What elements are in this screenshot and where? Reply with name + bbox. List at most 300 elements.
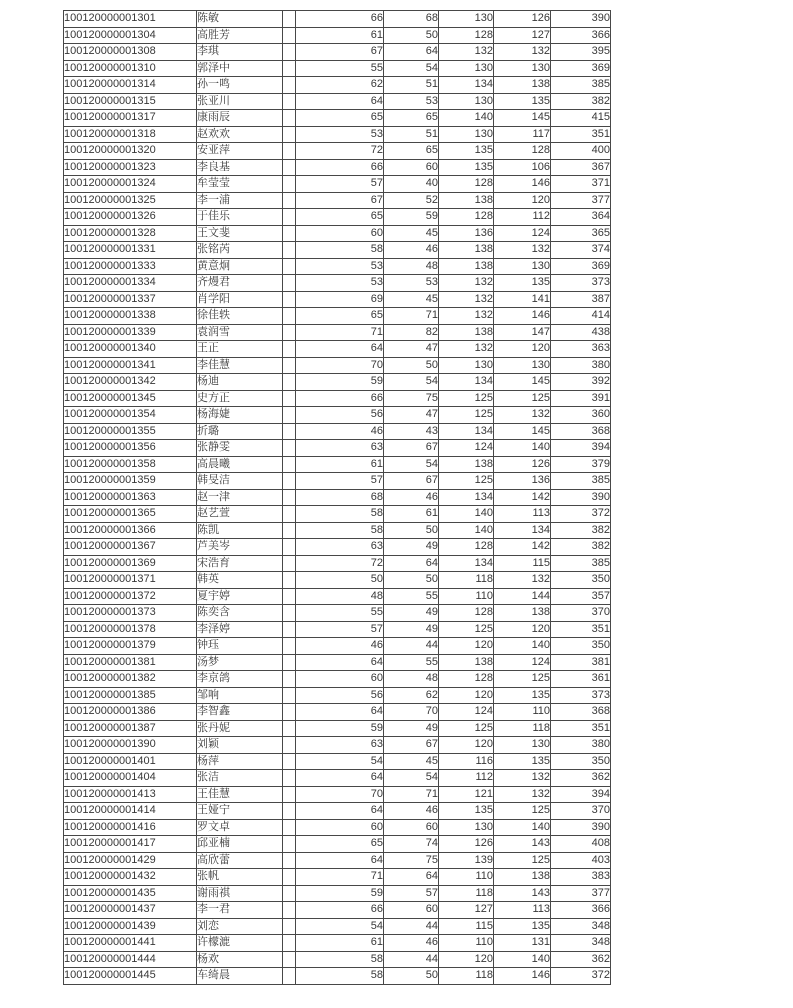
- spacer-cell[interactable]: [283, 638, 296, 655]
- score3-cell[interactable]: 128: [439, 539, 494, 556]
- score3-cell[interactable]: 138: [439, 324, 494, 341]
- score3-cell[interactable]: 130: [439, 11, 494, 28]
- spacer-cell[interactable]: [283, 341, 296, 358]
- spacer-cell[interactable]: [283, 456, 296, 473]
- score3-cell[interactable]: 124: [439, 704, 494, 721]
- total-cell[interactable]: 382: [551, 539, 611, 556]
- score4-cell[interactable]: 120: [494, 621, 551, 638]
- name-cell[interactable]: 安亚萍: [197, 143, 283, 160]
- total-cell[interactable]: 438: [551, 324, 611, 341]
- score4-cell[interactable]: 128: [494, 143, 551, 160]
- spacer-cell[interactable]: [283, 258, 296, 275]
- score1-cell[interactable]: 53: [296, 126, 384, 143]
- spacer-cell[interactable]: [283, 110, 296, 127]
- total-cell[interactable]: 385: [551, 555, 611, 572]
- score1-cell[interactable]: 64: [296, 704, 384, 721]
- score2-cell[interactable]: 50: [384, 357, 439, 374]
- candidate-id-cell[interactable]: 100120000001308: [64, 44, 197, 61]
- total-cell[interactable]: 360: [551, 407, 611, 424]
- total-cell[interactable]: 357: [551, 588, 611, 605]
- score1-cell[interactable]: 55: [296, 60, 384, 77]
- score3-cell[interactable]: 125: [439, 390, 494, 407]
- total-cell[interactable]: 373: [551, 687, 611, 704]
- score3-cell[interactable]: 112: [439, 770, 494, 787]
- candidate-id-cell[interactable]: 100120000001382: [64, 671, 197, 688]
- score3-cell[interactable]: 135: [439, 143, 494, 160]
- spacer-cell[interactable]: [283, 836, 296, 853]
- score3-cell[interactable]: 115: [439, 918, 494, 935]
- score3-cell[interactable]: 110: [439, 935, 494, 952]
- total-cell[interactable]: 350: [551, 753, 611, 770]
- candidate-id-cell[interactable]: 100120000001310: [64, 60, 197, 77]
- total-cell[interactable]: 382: [551, 522, 611, 539]
- spacer-cell[interactable]: [283, 308, 296, 325]
- candidate-id-cell[interactable]: 100120000001345: [64, 390, 197, 407]
- candidate-id-cell[interactable]: 100120000001365: [64, 506, 197, 523]
- score2-cell[interactable]: 46: [384, 803, 439, 820]
- name-cell[interactable]: 赵一津: [197, 489, 283, 506]
- score1-cell[interactable]: 64: [296, 654, 384, 671]
- score4-cell[interactable]: 124: [494, 654, 551, 671]
- score3-cell[interactable]: 139: [439, 852, 494, 869]
- candidate-id-cell[interactable]: 100120000001320: [64, 143, 197, 160]
- score2-cell[interactable]: 50: [384, 27, 439, 44]
- score3-cell[interactable]: 138: [439, 258, 494, 275]
- candidate-id-cell[interactable]: 100120000001340: [64, 341, 197, 358]
- score2-cell[interactable]: 82: [384, 324, 439, 341]
- name-cell[interactable]: 黄意炯: [197, 258, 283, 275]
- total-cell[interactable]: 350: [551, 572, 611, 589]
- total-cell[interactable]: 383: [551, 869, 611, 886]
- score2-cell[interactable]: 74: [384, 836, 439, 853]
- score1-cell[interactable]: 53: [296, 275, 384, 292]
- score4-cell[interactable]: 138: [494, 77, 551, 94]
- name-cell[interactable]: 王娅宁: [197, 803, 283, 820]
- candidate-id-cell[interactable]: 100120000001437: [64, 902, 197, 919]
- score2-cell[interactable]: 45: [384, 291, 439, 308]
- score4-cell[interactable]: 136: [494, 473, 551, 490]
- score1-cell[interactable]: 56: [296, 687, 384, 704]
- score2-cell[interactable]: 55: [384, 588, 439, 605]
- candidate-id-cell[interactable]: 100120000001379: [64, 638, 197, 655]
- spacer-cell[interactable]: [283, 819, 296, 836]
- spacer-cell[interactable]: [283, 869, 296, 886]
- score1-cell[interactable]: 55: [296, 605, 384, 622]
- total-cell[interactable]: 390: [551, 819, 611, 836]
- total-cell[interactable]: 380: [551, 737, 611, 754]
- score1-cell[interactable]: 50: [296, 572, 384, 589]
- score1-cell[interactable]: 60: [296, 671, 384, 688]
- score3-cell[interactable]: 135: [439, 159, 494, 176]
- candidate-id-cell[interactable]: 100120000001328: [64, 225, 197, 242]
- score4-cell[interactable]: 144: [494, 588, 551, 605]
- score3-cell[interactable]: 132: [439, 44, 494, 61]
- score3-cell[interactable]: 125: [439, 720, 494, 737]
- score2-cell[interactable]: 61: [384, 506, 439, 523]
- total-cell[interactable]: 415: [551, 110, 611, 127]
- spacer-cell[interactable]: [283, 522, 296, 539]
- score1-cell[interactable]: 54: [296, 918, 384, 935]
- score1-cell[interactable]: 57: [296, 621, 384, 638]
- name-cell[interactable]: 钟珏: [197, 638, 283, 655]
- spacer-cell[interactable]: [283, 357, 296, 374]
- score1-cell[interactable]: 54: [296, 753, 384, 770]
- candidate-id-cell[interactable]: 100120000001338: [64, 308, 197, 325]
- spacer-cell[interactable]: [283, 935, 296, 952]
- score2-cell[interactable]: 48: [384, 258, 439, 275]
- score2-cell[interactable]: 44: [384, 638, 439, 655]
- score4-cell[interactable]: 117: [494, 126, 551, 143]
- score4-cell[interactable]: 120: [494, 341, 551, 358]
- score1-cell[interactable]: 46: [296, 638, 384, 655]
- score2-cell[interactable]: 60: [384, 902, 439, 919]
- name-cell[interactable]: 车绮晨: [197, 968, 283, 985]
- score3-cell[interactable]: 130: [439, 357, 494, 374]
- name-cell[interactable]: 陈奕含: [197, 605, 283, 622]
- candidate-id-cell[interactable]: 100120000001317: [64, 110, 197, 127]
- spacer-cell[interactable]: [283, 737, 296, 754]
- score1-cell[interactable]: 60: [296, 225, 384, 242]
- name-cell[interactable]: 张静雯: [197, 440, 283, 457]
- score4-cell[interactable]: 125: [494, 390, 551, 407]
- score3-cell[interactable]: 138: [439, 654, 494, 671]
- spacer-cell[interactable]: [283, 291, 296, 308]
- score2-cell[interactable]: 40: [384, 176, 439, 193]
- score3-cell[interactable]: 110: [439, 869, 494, 886]
- score4-cell[interactable]: 145: [494, 110, 551, 127]
- name-cell[interactable]: 杨海婕: [197, 407, 283, 424]
- spacer-cell[interactable]: [283, 390, 296, 407]
- score4-cell[interactable]: 110: [494, 704, 551, 721]
- spacer-cell[interactable]: [283, 885, 296, 902]
- candidate-id-cell[interactable]: 100120000001445: [64, 968, 197, 985]
- score1-cell[interactable]: 58: [296, 242, 384, 259]
- score3-cell[interactable]: 134: [439, 374, 494, 391]
- score1-cell[interactable]: 59: [296, 720, 384, 737]
- name-cell[interactable]: 李智鑫: [197, 704, 283, 721]
- total-cell[interactable]: 377: [551, 885, 611, 902]
- candidate-id-cell[interactable]: 100120000001429: [64, 852, 197, 869]
- score4-cell[interactable]: 140: [494, 819, 551, 836]
- spacer-cell[interactable]: [283, 126, 296, 143]
- score4-cell[interactable]: 125: [494, 852, 551, 869]
- spacer-cell[interactable]: [283, 209, 296, 226]
- score1-cell[interactable]: 58: [296, 951, 384, 968]
- score1-cell[interactable]: 72: [296, 143, 384, 160]
- candidate-id-cell[interactable]: 100120000001359: [64, 473, 197, 490]
- score4-cell[interactable]: 132: [494, 407, 551, 424]
- total-cell[interactable]: 351: [551, 126, 611, 143]
- candidate-id-cell[interactable]: 100120000001413: [64, 786, 197, 803]
- score2-cell[interactable]: 60: [384, 159, 439, 176]
- score4-cell[interactable]: 132: [494, 44, 551, 61]
- spacer-cell[interactable]: [283, 852, 296, 869]
- score2-cell[interactable]: 46: [384, 242, 439, 259]
- score2-cell[interactable]: 64: [384, 869, 439, 886]
- score4-cell[interactable]: 143: [494, 836, 551, 853]
- name-cell[interactable]: 李泽婷: [197, 621, 283, 638]
- score1-cell[interactable]: 48: [296, 588, 384, 605]
- name-cell[interactable]: 刘颖: [197, 737, 283, 754]
- score2-cell[interactable]: 45: [384, 753, 439, 770]
- name-cell[interactable]: 赵艺萱: [197, 506, 283, 523]
- name-cell[interactable]: 徐佳轶: [197, 308, 283, 325]
- score3-cell[interactable]: 132: [439, 341, 494, 358]
- name-cell[interactable]: 郭泽中: [197, 60, 283, 77]
- score3-cell[interactable]: 120: [439, 638, 494, 655]
- name-cell[interactable]: 陈凯: [197, 522, 283, 539]
- score1-cell[interactable]: 64: [296, 93, 384, 110]
- spacer-cell[interactable]: [283, 621, 296, 638]
- score2-cell[interactable]: 51: [384, 126, 439, 143]
- candidate-id-cell[interactable]: 100120000001373: [64, 605, 197, 622]
- name-cell[interactable]: 韩旻洁: [197, 473, 283, 490]
- name-cell[interactable]: 王佳慧: [197, 786, 283, 803]
- spacer-cell[interactable]: [283, 918, 296, 935]
- candidate-id-cell[interactable]: 100120000001324: [64, 176, 197, 193]
- candidate-id-cell[interactable]: 100120000001356: [64, 440, 197, 457]
- score3-cell[interactable]: 138: [439, 456, 494, 473]
- score3-cell[interactable]: 140: [439, 522, 494, 539]
- name-cell[interactable]: 汤梦: [197, 654, 283, 671]
- score1-cell[interactable]: 72: [296, 555, 384, 572]
- spacer-cell[interactable]: [283, 440, 296, 457]
- score1-cell[interactable]: 67: [296, 192, 384, 209]
- score3-cell[interactable]: 120: [439, 737, 494, 754]
- name-cell[interactable]: 折璐: [197, 423, 283, 440]
- score1-cell[interactable]: 63: [296, 440, 384, 457]
- score2-cell[interactable]: 59: [384, 209, 439, 226]
- score1-cell[interactable]: 60: [296, 819, 384, 836]
- score3-cell[interactable]: 116: [439, 753, 494, 770]
- score1-cell[interactable]: 63: [296, 539, 384, 556]
- score1-cell[interactable]: 70: [296, 786, 384, 803]
- total-cell[interactable]: 379: [551, 456, 611, 473]
- score2-cell[interactable]: 46: [384, 489, 439, 506]
- score4-cell[interactable]: 138: [494, 869, 551, 886]
- score3-cell[interactable]: 130: [439, 126, 494, 143]
- total-cell[interactable]: 385: [551, 77, 611, 94]
- score1-cell[interactable]: 66: [296, 902, 384, 919]
- score3-cell[interactable]: 124: [439, 440, 494, 457]
- score1-cell[interactable]: 58: [296, 522, 384, 539]
- spacer-cell[interactable]: [283, 671, 296, 688]
- name-cell[interactable]: 于佳乐: [197, 209, 283, 226]
- total-cell[interactable]: 408: [551, 836, 611, 853]
- candidate-id-cell[interactable]: 100120000001342: [64, 374, 197, 391]
- score4-cell[interactable]: 118: [494, 720, 551, 737]
- score2-cell[interactable]: 71: [384, 786, 439, 803]
- score4-cell[interactable]: 132: [494, 572, 551, 589]
- score2-cell[interactable]: 51: [384, 77, 439, 94]
- score3-cell[interactable]: 110: [439, 588, 494, 605]
- score2-cell[interactable]: 44: [384, 951, 439, 968]
- candidate-id-cell[interactable]: 100120000001339: [64, 324, 197, 341]
- candidate-id-cell[interactable]: 100120000001304: [64, 27, 197, 44]
- candidate-id-cell[interactable]: 100120000001331: [64, 242, 197, 259]
- score4-cell[interactable]: 132: [494, 770, 551, 787]
- score2-cell[interactable]: 44: [384, 918, 439, 935]
- score2-cell[interactable]: 49: [384, 621, 439, 638]
- total-cell[interactable]: 374: [551, 242, 611, 259]
- score3-cell[interactable]: 130: [439, 60, 494, 77]
- score4-cell[interactable]: 141: [494, 291, 551, 308]
- score1-cell[interactable]: 66: [296, 159, 384, 176]
- score2-cell[interactable]: 65: [384, 110, 439, 127]
- score4-cell[interactable]: 115: [494, 555, 551, 572]
- spacer-cell[interactable]: [283, 803, 296, 820]
- score1-cell[interactable]: 56: [296, 407, 384, 424]
- candidate-id-cell[interactable]: 100120000001358: [64, 456, 197, 473]
- name-cell[interactable]: 张亚川: [197, 93, 283, 110]
- candidate-id-cell[interactable]: 100120000001318: [64, 126, 197, 143]
- score3-cell[interactable]: 128: [439, 605, 494, 622]
- score1-cell[interactable]: 58: [296, 968, 384, 985]
- score3-cell[interactable]: 134: [439, 489, 494, 506]
- score4-cell[interactable]: 145: [494, 374, 551, 391]
- score4-cell[interactable]: 130: [494, 357, 551, 374]
- score3-cell[interactable]: 138: [439, 242, 494, 259]
- spacer-cell[interactable]: [283, 539, 296, 556]
- total-cell[interactable]: 350: [551, 638, 611, 655]
- score4-cell[interactable]: 140: [494, 440, 551, 457]
- candidate-id-cell[interactable]: 100120000001387: [64, 720, 197, 737]
- spacer-cell[interactable]: [283, 143, 296, 160]
- spacer-cell[interactable]: [283, 588, 296, 605]
- total-cell[interactable]: 372: [551, 968, 611, 985]
- candidate-id-cell[interactable]: 100120000001372: [64, 588, 197, 605]
- spacer-cell[interactable]: [283, 11, 296, 28]
- score1-cell[interactable]: 65: [296, 209, 384, 226]
- score2-cell[interactable]: 60: [384, 819, 439, 836]
- candidate-id-cell[interactable]: 100120000001416: [64, 819, 197, 836]
- total-cell[interactable]: 369: [551, 60, 611, 77]
- score3-cell[interactable]: 134: [439, 555, 494, 572]
- score3-cell[interactable]: 125: [439, 407, 494, 424]
- score4-cell[interactable]: 112: [494, 209, 551, 226]
- score2-cell[interactable]: 49: [384, 539, 439, 556]
- score3-cell[interactable]: 140: [439, 506, 494, 523]
- candidate-id-cell[interactable]: 100120000001390: [64, 737, 197, 754]
- score4-cell[interactable]: 146: [494, 968, 551, 985]
- candidate-id-cell[interactable]: 100120000001401: [64, 753, 197, 770]
- candidate-id-cell[interactable]: 100120000001301: [64, 11, 197, 28]
- name-cell[interactable]: 邱亚楠: [197, 836, 283, 853]
- total-cell[interactable]: 391: [551, 390, 611, 407]
- spacer-cell[interactable]: [283, 27, 296, 44]
- total-cell[interactable]: 370: [551, 605, 611, 622]
- score1-cell[interactable]: 53: [296, 258, 384, 275]
- total-cell[interactable]: 395: [551, 44, 611, 61]
- name-cell[interactable]: 陈敏: [197, 11, 283, 28]
- score3-cell[interactable]: 125: [439, 621, 494, 638]
- total-cell[interactable]: 367: [551, 159, 611, 176]
- score3-cell[interactable]: 132: [439, 291, 494, 308]
- spacer-cell[interactable]: [283, 786, 296, 803]
- name-cell[interactable]: 孙一鸣: [197, 77, 283, 94]
- score3-cell[interactable]: 134: [439, 77, 494, 94]
- total-cell[interactable]: 392: [551, 374, 611, 391]
- score4-cell[interactable]: 138: [494, 605, 551, 622]
- total-cell[interactable]: 373: [551, 275, 611, 292]
- score4-cell[interactable]: 140: [494, 951, 551, 968]
- score1-cell[interactable]: 66: [296, 11, 384, 28]
- spacer-cell[interactable]: [283, 407, 296, 424]
- score2-cell[interactable]: 64: [384, 555, 439, 572]
- total-cell[interactable]: 351: [551, 621, 611, 638]
- name-cell[interactable]: 赵欢欢: [197, 126, 283, 143]
- score2-cell[interactable]: 64: [384, 44, 439, 61]
- name-cell[interactable]: 杨迪: [197, 374, 283, 391]
- score4-cell[interactable]: 126: [494, 456, 551, 473]
- spacer-cell[interactable]: [283, 159, 296, 176]
- name-cell[interactable]: 高欣蕾: [197, 852, 283, 869]
- candidate-id-cell[interactable]: 100120000001386: [64, 704, 197, 721]
- candidate-id-cell[interactable]: 100120000001355: [64, 423, 197, 440]
- total-cell[interactable]: 351: [551, 720, 611, 737]
- total-cell[interactable]: 365: [551, 225, 611, 242]
- candidate-id-cell[interactable]: 100120000001314: [64, 77, 197, 94]
- score3-cell[interactable]: 128: [439, 27, 494, 44]
- candidate-id-cell[interactable]: 100120000001371: [64, 572, 197, 589]
- score2-cell[interactable]: 75: [384, 852, 439, 869]
- total-cell[interactable]: 382: [551, 93, 611, 110]
- candidate-id-cell[interactable]: 100120000001363: [64, 489, 197, 506]
- score4-cell[interactable]: 146: [494, 176, 551, 193]
- candidate-id-cell[interactable]: 100120000001367: [64, 539, 197, 556]
- score1-cell[interactable]: 62: [296, 77, 384, 94]
- score1-cell[interactable]: 70: [296, 357, 384, 374]
- score4-cell[interactable]: 135: [494, 93, 551, 110]
- name-cell[interactable]: 李京鸽: [197, 671, 283, 688]
- name-cell[interactable]: 李佳慧: [197, 357, 283, 374]
- candidate-id-cell[interactable]: 100120000001378: [64, 621, 197, 638]
- score2-cell[interactable]: 49: [384, 605, 439, 622]
- score2-cell[interactable]: 47: [384, 407, 439, 424]
- score4-cell[interactable]: 142: [494, 539, 551, 556]
- score3-cell[interactable]: 138: [439, 192, 494, 209]
- score4-cell[interactable]: 106: [494, 159, 551, 176]
- name-cell[interactable]: 齐熳君: [197, 275, 283, 292]
- score2-cell[interactable]: 43: [384, 423, 439, 440]
- score2-cell[interactable]: 68: [384, 11, 439, 28]
- score2-cell[interactable]: 57: [384, 885, 439, 902]
- candidate-id-cell[interactable]: 100120000001432: [64, 869, 197, 886]
- spacer-cell[interactable]: [283, 93, 296, 110]
- score3-cell[interactable]: 120: [439, 687, 494, 704]
- candidate-id-cell[interactable]: 100120000001435: [64, 885, 197, 902]
- spacer-cell[interactable]: [283, 968, 296, 985]
- name-cell[interactable]: 谢雨祺: [197, 885, 283, 902]
- candidate-id-cell[interactable]: 100120000001404: [64, 770, 197, 787]
- name-cell[interactable]: 康雨辰: [197, 110, 283, 127]
- candidate-id-cell[interactable]: 100120000001385: [64, 687, 197, 704]
- total-cell[interactable]: 361: [551, 671, 611, 688]
- score3-cell[interactable]: 118: [439, 572, 494, 589]
- score4-cell[interactable]: 113: [494, 902, 551, 919]
- score3-cell[interactable]: 121: [439, 786, 494, 803]
- name-cell[interactable]: 张铭芮: [197, 242, 283, 259]
- spacer-cell[interactable]: [283, 720, 296, 737]
- score2-cell[interactable]: 48: [384, 671, 439, 688]
- score1-cell[interactable]: 57: [296, 473, 384, 490]
- name-cell[interactable]: 李一浦: [197, 192, 283, 209]
- score2-cell[interactable]: 50: [384, 968, 439, 985]
- candidate-id-cell[interactable]: 100120000001325: [64, 192, 197, 209]
- candidate-id-cell[interactable]: 100120000001369: [64, 555, 197, 572]
- score3-cell[interactable]: 136: [439, 225, 494, 242]
- score4-cell[interactable]: 130: [494, 737, 551, 754]
